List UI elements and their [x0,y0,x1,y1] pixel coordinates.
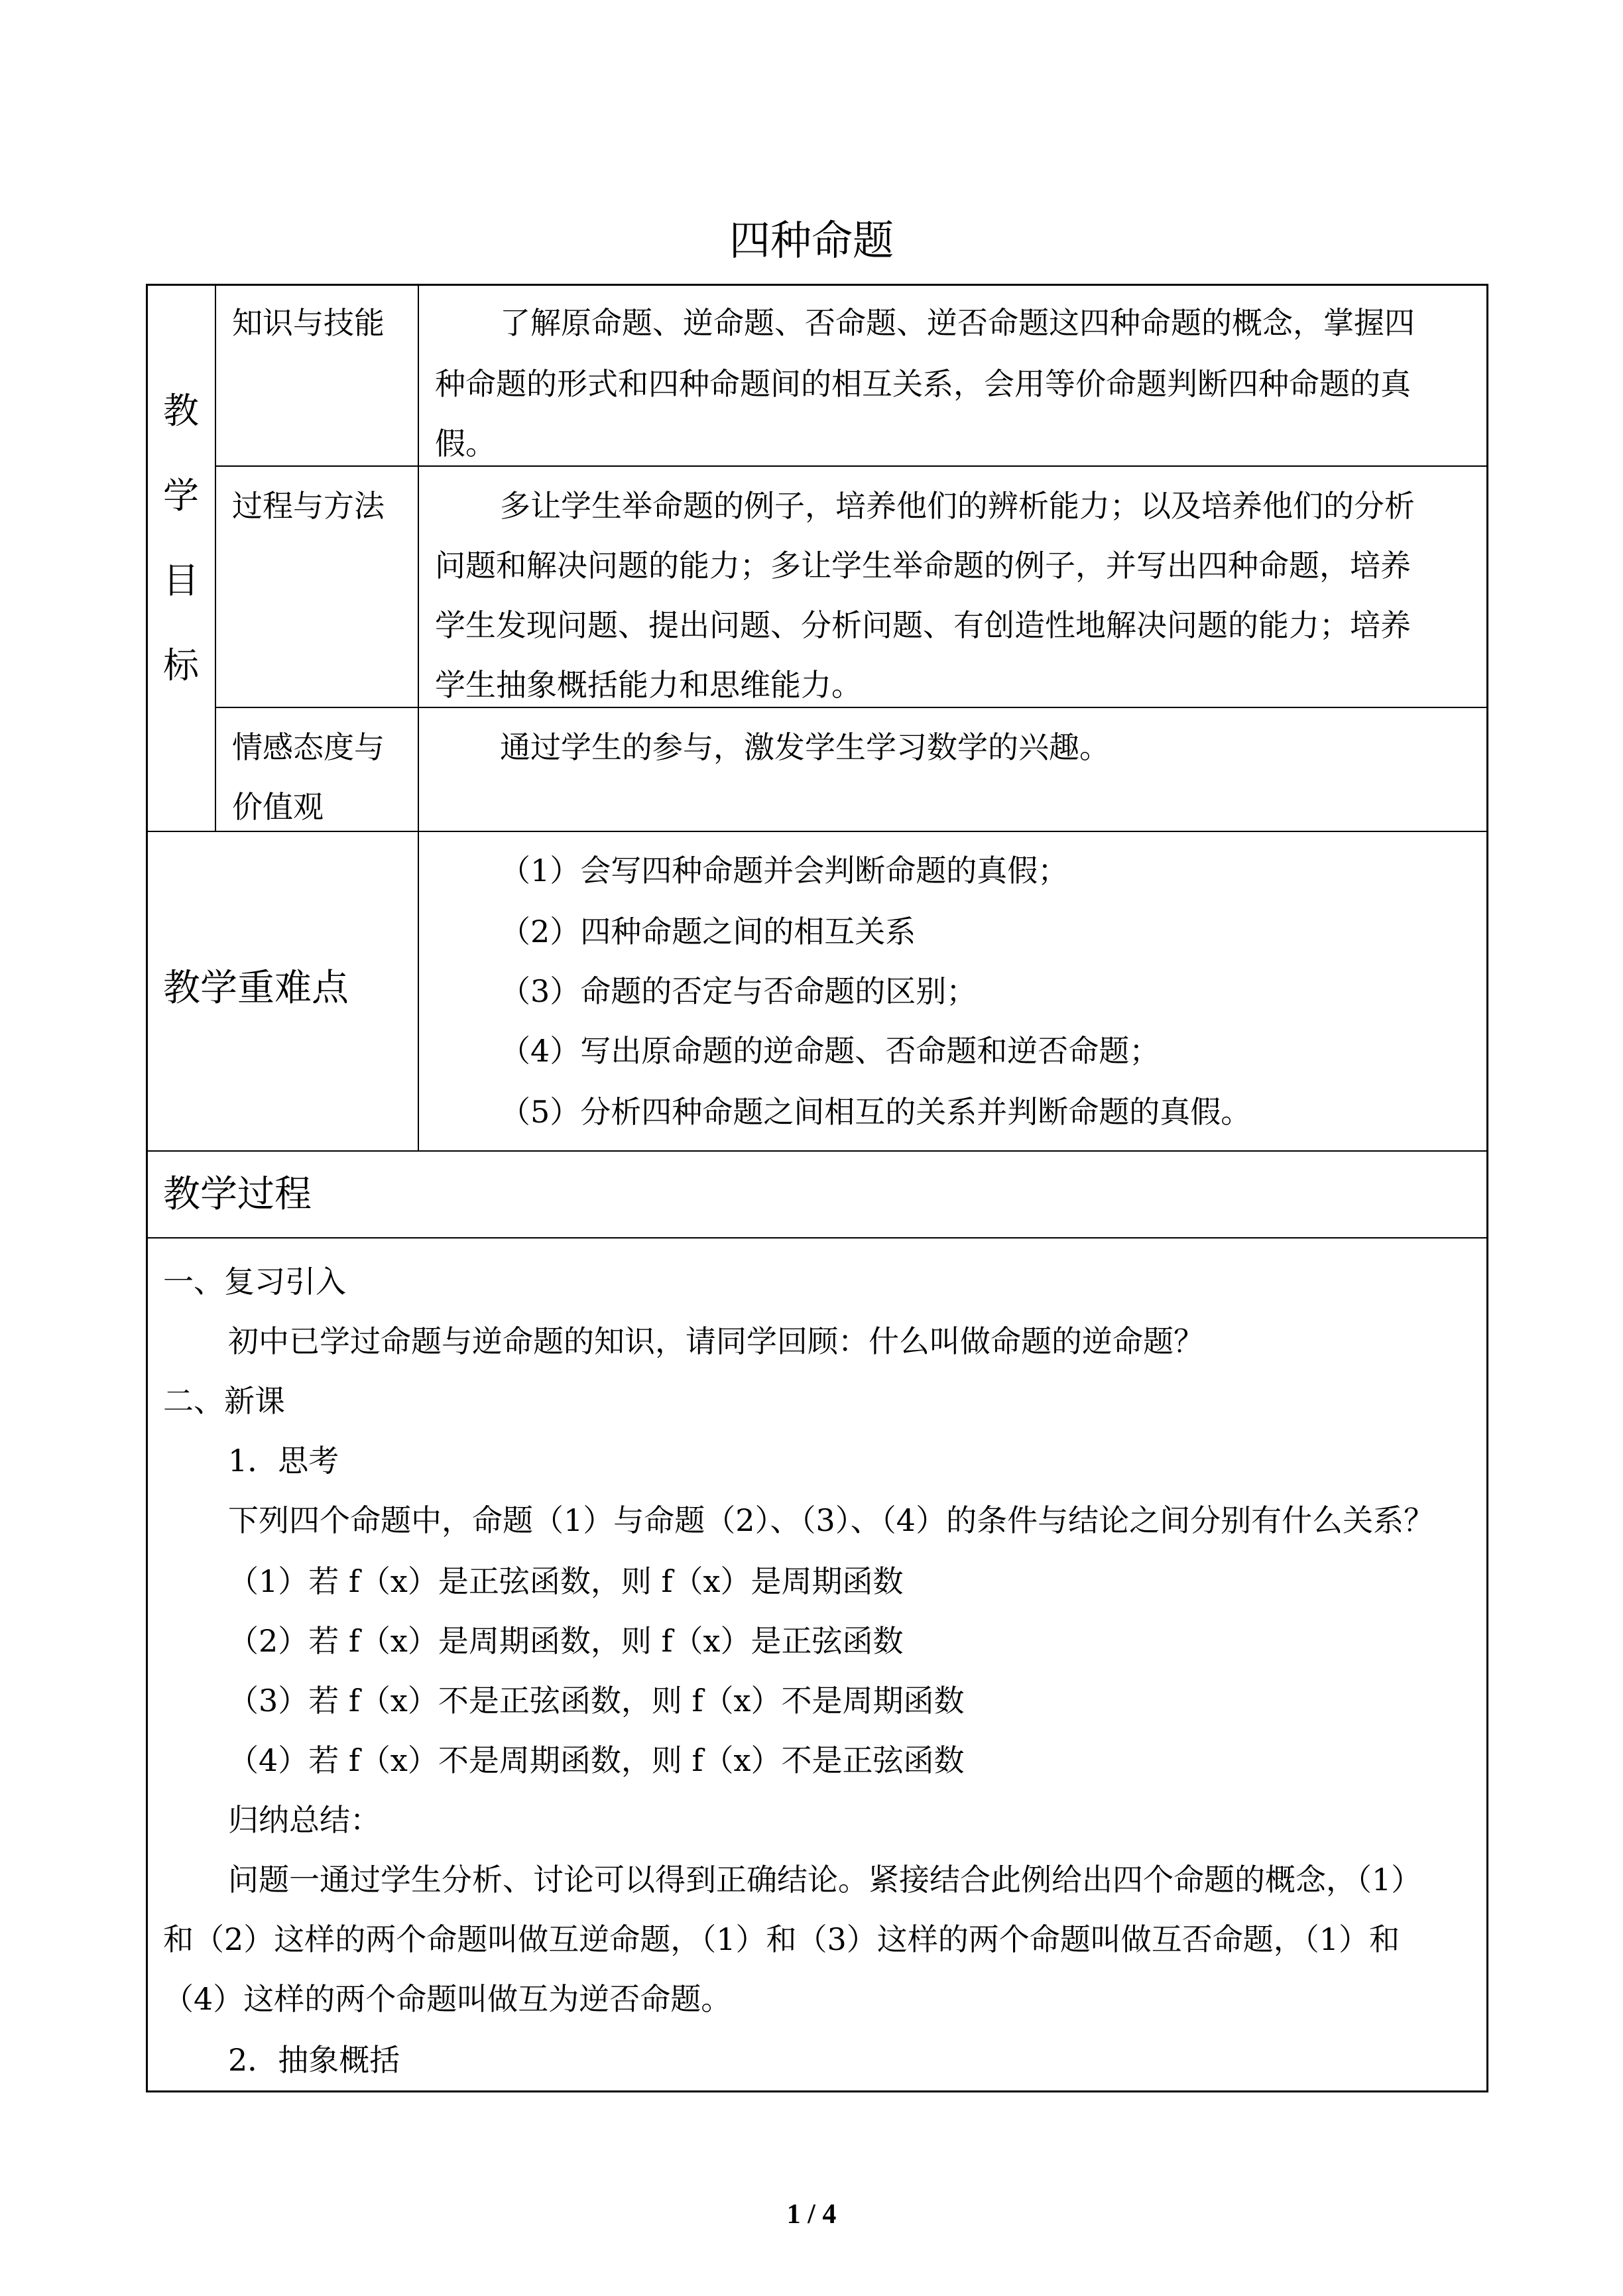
emotion-label: 情感态度与 [232,729,385,765]
emotion-label: 价值观 [232,789,324,825]
emotion-line: 通过学生的参与，激发学生学习数学的兴趣。 [500,729,1110,765]
key-point-item: （1）会写四种命题并会判断命题的真假； [500,853,1069,888]
divider-horizontal-objectives [146,831,1488,832]
body-paragraph: （4）这样的两个命题叫做互为逆否命题。 [163,1981,732,2017]
key-point-item: （3）命题的否定与否命题的区别； [500,973,977,1009]
table-border-left [146,284,148,2092]
knowledge-label: 知识与技能 [232,305,385,341]
divider-vertical-objective-label [215,284,216,831]
objectives-label-char: 标 [163,644,199,686]
body-paragraph: 初中已学过命题与逆命题的知识，请同学回顾：什么叫做命题的逆命题？ [228,1323,1204,1359]
summary-heading: 归纳总结： [228,1802,381,1838]
objectives-label-char: 教 [163,390,199,432]
key-point-item: （5）分析四种命题之间相互的关系并判断命题的真假。 [500,1094,1252,1130]
proposition-item: （2）若 f（x）是周期函数，则 f（x）是正弦函数 [228,1623,904,1659]
page-number: 1 / 4 [786,2199,837,2230]
proposition-item: （1）若 f（x）是正弦函数，则 f（x）是周期函数 [228,1563,904,1599]
body-paragraph: 下列四个命题中，命题（1）与命题（2）、（3）、（4）的条件与结论之间分别有什么关系？ [228,1502,1435,1538]
section-heading: 一、复习引入 [163,1264,346,1299]
table-border-top [146,284,1488,286]
divider-horizontal-keypoints [146,1150,1488,1152]
proposition-item: （3）若 f（x）不是正弦函数，则 f（x）不是周期函数 [228,1683,965,1719]
process-heading: 教学过程 [163,1173,312,1216]
process-label: 过程与方法 [232,488,385,524]
document-title: 四种命题 [729,216,894,265]
divider-vertical-content [418,284,419,1151]
key-point-item: （2）四种命题之间的相互关系 [500,914,916,949]
subsection-heading: 1．思考 [228,1443,339,1479]
process-line: 学生发现问题、提出问题、分析问题、有创造性地解决问题的能力；培养 [435,607,1411,643]
table-border-bottom [146,2090,1488,2092]
objectives-label-char: 学 [163,475,199,516]
divider-horizontal-knowledge [215,465,1488,467]
section-heading: 二、新课 [163,1383,285,1419]
body-paragraph: 问题一通过学生分析、讨论可以得到正确结论。紧接结合此例给出四个命题的概念，（1） [228,1862,1422,1898]
knowledge-line: 假。 [435,426,496,461]
objectives-label-char: 目 [163,560,199,601]
key-point-item: （4）写出原命题的逆命题、否命题和逆否命题； [500,1033,1160,1069]
table-border-right [1486,284,1488,2092]
body-paragraph: 和（2）这样的两个命题叫做互逆命题，（1）和（3）这样的两个命题叫做互否命题，（1）和 [163,1921,1400,1957]
knowledge-line: 种命题的形式和四种命题间的相互关系，会用等价命题判断四种命题的真 [435,366,1411,402]
key-points-label: 教学重难点 [163,967,349,1010]
process-line: 多让学生举命题的例子，培养他们的辨析能力；以及培养他们的分析 [500,488,1415,524]
divider-horizontal-process-heading [146,1237,1488,1239]
subsection-heading: 2．抽象概括 [228,2042,400,2078]
proposition-item: （4）若 f（x）不是周期函数，则 f（x）不是正弦函数 [228,1742,965,1778]
process-line: 学生抽象概括能力和思维能力。 [435,667,862,703]
knowledge-line: 了解原命题、逆命题、否命题、逆否命题这四种命题的概念，掌握四 [500,305,1415,341]
process-line: 问题和解决问题的能力；多让学生举命题的例子，并写出四种命题，培养 [435,548,1411,583]
